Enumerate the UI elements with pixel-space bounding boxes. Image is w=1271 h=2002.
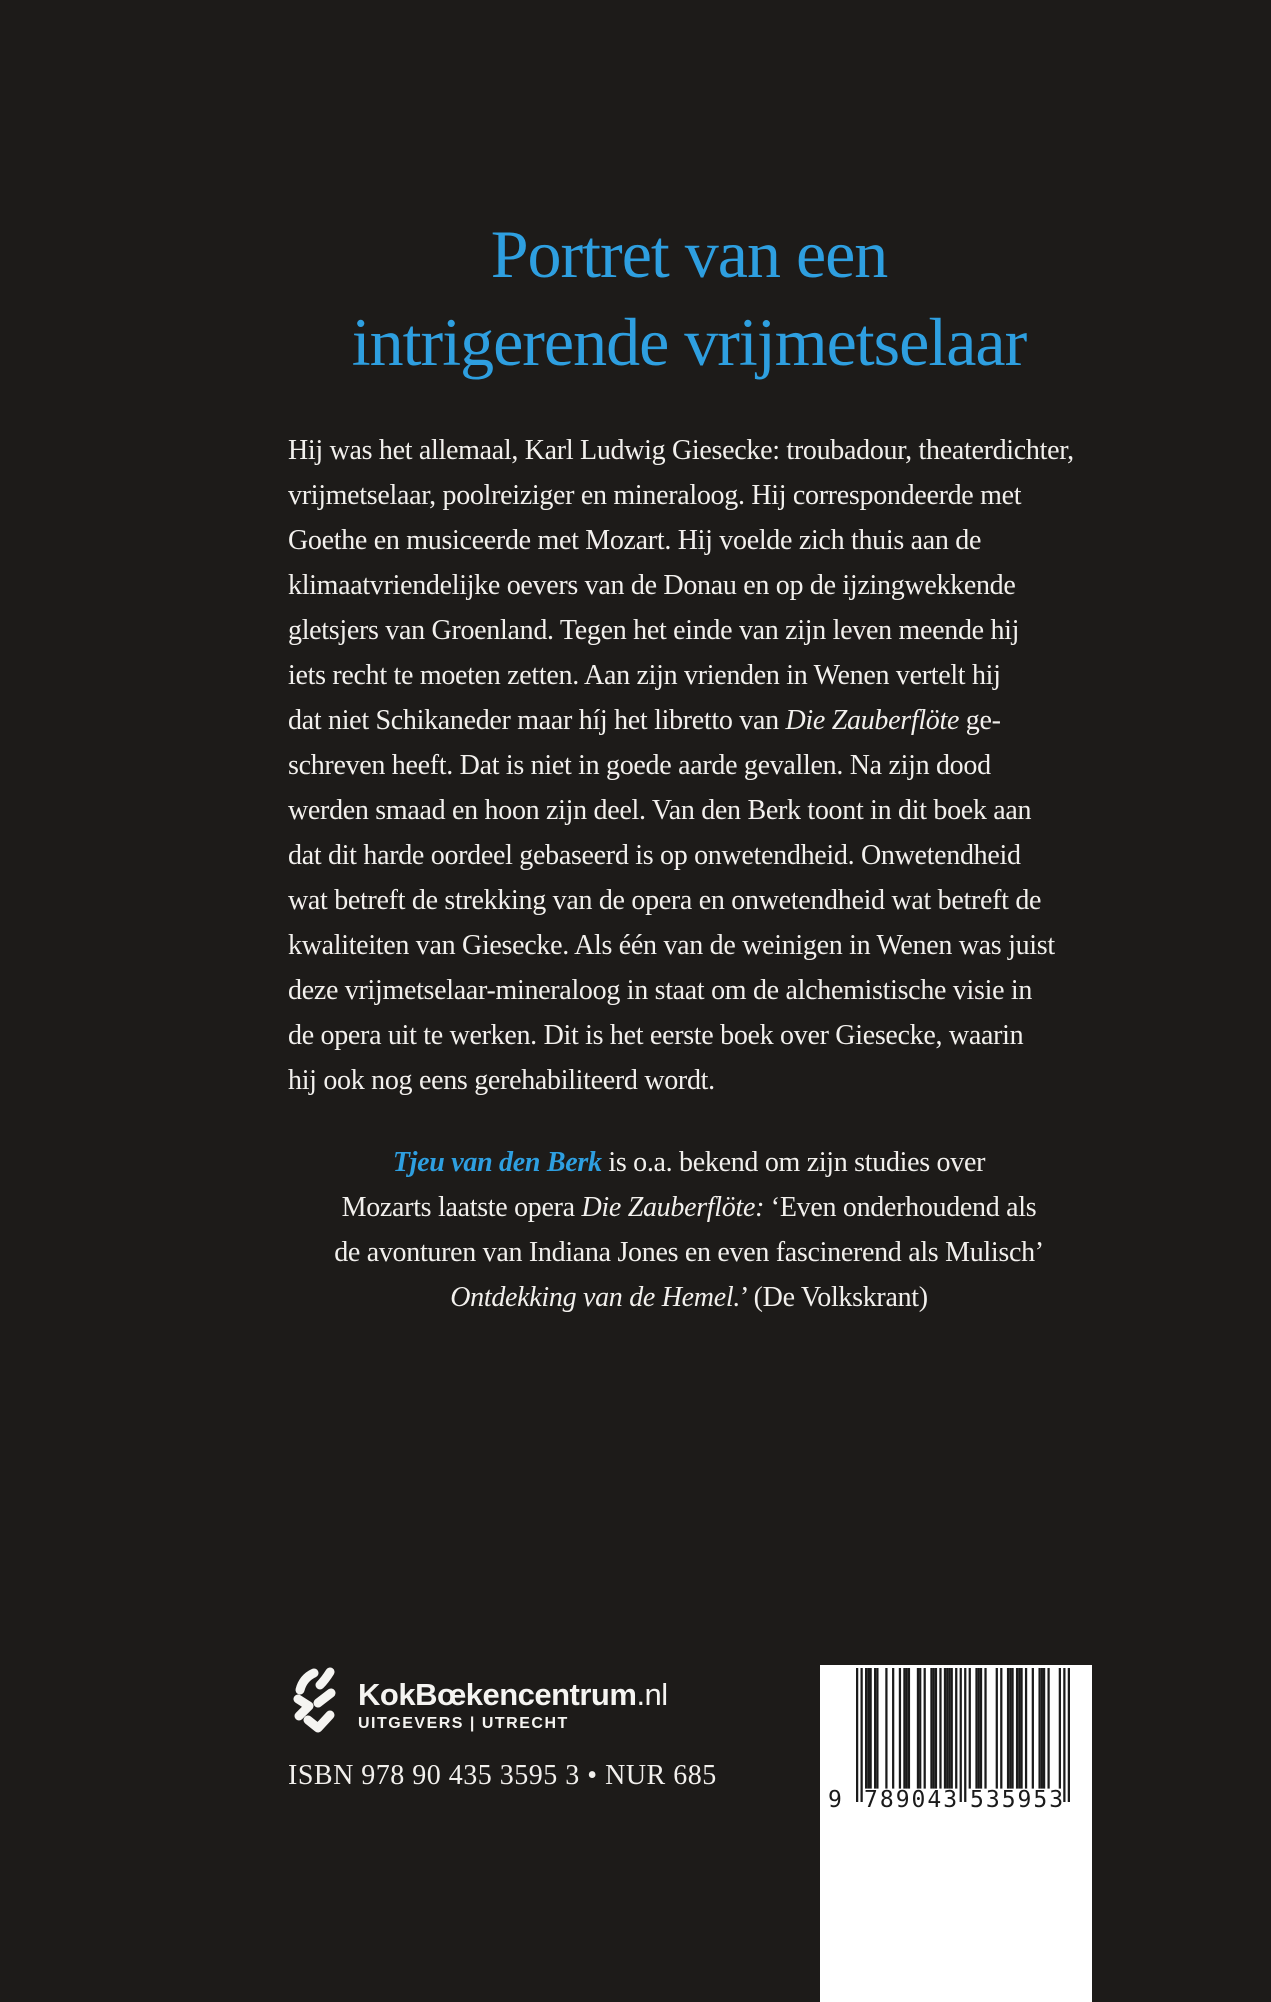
body-text-line: dat niet Schikaneder maar híj het libretto van Die Zauberflöte ge- [288, 705, 1001, 736]
publisher-tagline: UITGEVERS | UTRECHT [358, 1715, 569, 1732]
body-text-line: iets recht te moeten zetten. Aan zijn vrienden in Wenen vertelt hij [288, 660, 1001, 691]
body-text-line: gletsjers van Groenland. Tegen het einde van zijn leven meende hij [288, 615, 1020, 646]
body-text-line: hij ook nog eens gerehabiliteerd wordt. [288, 1065, 715, 1096]
title-line: Portret van een [490, 216, 888, 292]
cover-title [288, 210, 1090, 386]
body-text-line: de opera uit te werken. Dit is het eerste boek over Giesecke, waarin [288, 1020, 1024, 1051]
author-bio-line: Tjeu van den Berk is o.a. bekend om zijn studies over [392, 1147, 986, 1178]
publisher-name [358, 1677, 668, 1712]
body-text-line: deze vrijmetselaar-mineraloog in staat om de alchemistische visie in [288, 975, 1033, 1006]
body-text-line: vrijmetselaar, poolreiziger en mineraloog. Hij correspondeerde met [288, 480, 1022, 511]
body-text-line: Goethe en musiceerde met Mozart. Hij voelde zich thuis aan de [288, 525, 982, 556]
body-text-line: Hij was het allemaal, Karl Ludwig Giesecke: troubadour, theaterdichter, [288, 435, 1074, 466]
author-bio-quote [288, 1140, 1090, 1320]
barcode-digit-group: 9 [828, 1787, 844, 1813]
body-text-line: klimaatvriendelijke oevers van de Donau en op de ijzingwekkende [288, 570, 1016, 601]
author-bio-line: de avonturen van Indiana Jones en even fascinerend als Mulisch’ [334, 1237, 1044, 1268]
ean-barcode [820, 1665, 1092, 2002]
publisher-name-tld: .nl [636, 1677, 668, 1712]
barcode-digit-group: 789043 [864, 1787, 960, 1813]
title-line: intrigerende vrijmetselaar [351, 304, 1027, 380]
publisher-text [358, 1666, 668, 1733]
barcode-digit-group: 535953 [970, 1787, 1066, 1813]
body-text-line: wat betreft de strekking van de opera en onwetendheid wat betreft de [288, 885, 1042, 916]
author-bio-line: Ontdekking van de Hemel.’ (De Volkskrant) [450, 1282, 928, 1313]
isbn-nur-line: ISBN 978 90 435 3595 3 • NUR 685 [288, 1760, 717, 1791]
publisher-lockup [292, 1666, 668, 1734]
back-cover-blurb-text [288, 428, 1148, 1103]
body-text-line: schreven heeft. Dat is niet in goede aarde gevallen. Na zijn dood [288, 750, 991, 781]
body-text-line: werden smaad en hoon zijn deel. Van den Berk toont in dit boek aan [288, 795, 1032, 826]
author-bio-line: Mozarts laatste opera Die Zauberflöte: ‘Even onderhoudend als [341, 1192, 1037, 1223]
body-text-line: dat dit harde oordeel gebaseerd is op onwetendheid. Onwetendheid [288, 840, 1021, 871]
publisher-logo-icon [292, 1666, 338, 1734]
ean-barcode-bars [856, 1668, 1070, 1802]
body-text-line: kwaliteiten van Giesecke. Als één van de weinigen in Wenen was juist [288, 930, 1055, 961]
publisher-name-main: KokBœkencentrum [358, 1677, 637, 1712]
